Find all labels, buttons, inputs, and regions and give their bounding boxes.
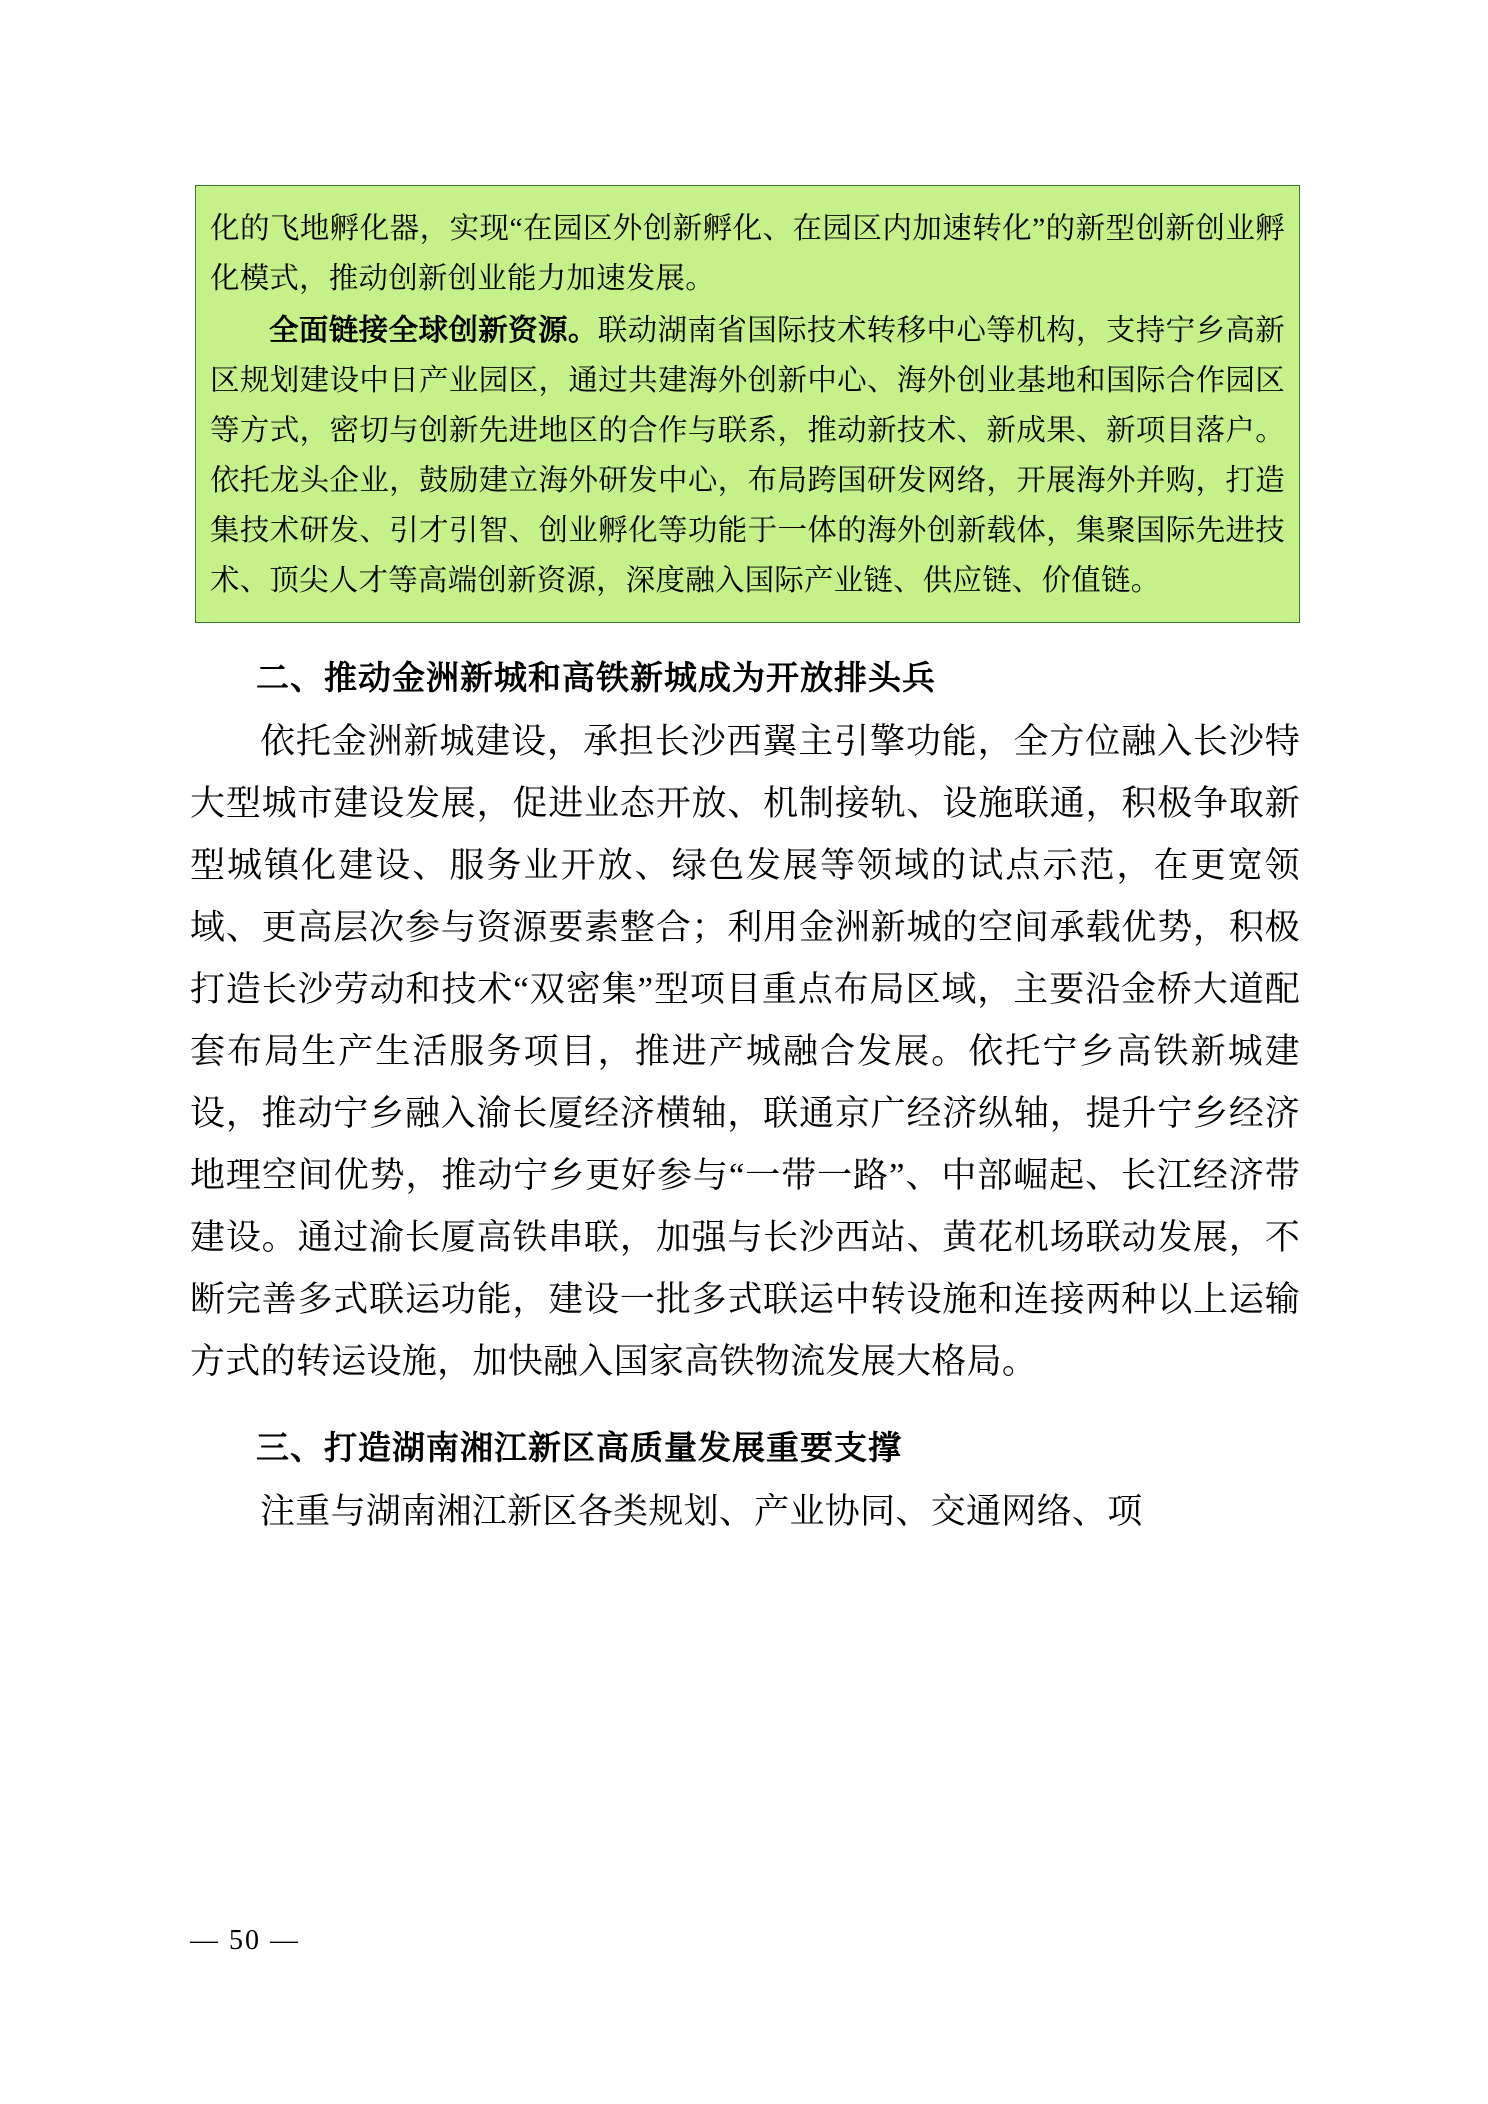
page-content <box>190 185 1300 1543</box>
body-paragraph-two: 注重与湖南湘江新区各类规划、产业协同、交通网络、项 <box>260 1492 1143 1531</box>
highlighted-paragraph-2-lead: 全面链接全球创新资源。 <box>269 315 598 347</box>
page-footer <box>190 1925 1300 1957</box>
highlighted-paragraph-2 <box>210 306 1285 606</box>
highlighted-paragraph-1: 化的飞地孵化器，实现“在园区外创新孵化、在园区内加速转化”的新型创新创业孵化模式，推动创新创业能力加速发展。 <box>210 213 1285 295</box>
section-heading-three: 三、打造湖南湘江新区高质量发展重要支撑 <box>256 1429 902 1466</box>
highlighted-text-block <box>195 185 1300 623</box>
highlighted-paragraph-2-rest: 联动湖南省国际技术转移中心等机构，支持宁乡高新区规划建设中日产业园区，通过共建海外创新中心、海外创业基地和国际合作园区等方式，密切与创新先进地区的合作与联系，推动新技术、新成果、新项目落户。依托龙头企业，鼓励建立海外研发中心，布局跨国研发网络，开展海外并购，打造集技术研发、引才引智、创业孵化等功能于一体的海外创新载体，集聚国际先进技术、顶尖人才等高端创新资源，深度融入国际产业链、供应链、价值链。 <box>210 315 1285 597</box>
body-paragraph-one: 依托金洲新城建设，承担长沙西翼主引擎功能，全方位融入长沙特大型城市建设发展，促进业态开放、机制接轨、设施联通，积极争取新型城镇化建设、服务业开放、绿色发展等领域的试点示范，在更宽领域、更高层次参与资源要素整合；利用金洲新城的空间承载优势，积极打造长沙劳动和技术“双密集”型项目重点布局区域，主要沿金桥大道配套布局生产生活服务项目，推进产城融合发展。依托宁乡高铁新城建设，推动宁乡融入渝长厦经济横轴，联通京广经济纵轴，提升宁乡经济地理空间优势，推动宁乡更好参与“一带一路”、中部崛起、长江经济带建设。通过渝长厦高铁串联，加强与长沙西站、黄花机场联动发展，不断完善多式联运功能，建设一批多式联运中转设施和连接两种以上运输方式的转运设施，加快融入国家高铁物流发展大格局。 <box>190 722 1300 1381</box>
section-heading-two: 二、推动金洲新城和高铁新城成为开放排头兵 <box>256 659 936 696</box>
page-number: — 50 — <box>190 1925 300 1956</box>
